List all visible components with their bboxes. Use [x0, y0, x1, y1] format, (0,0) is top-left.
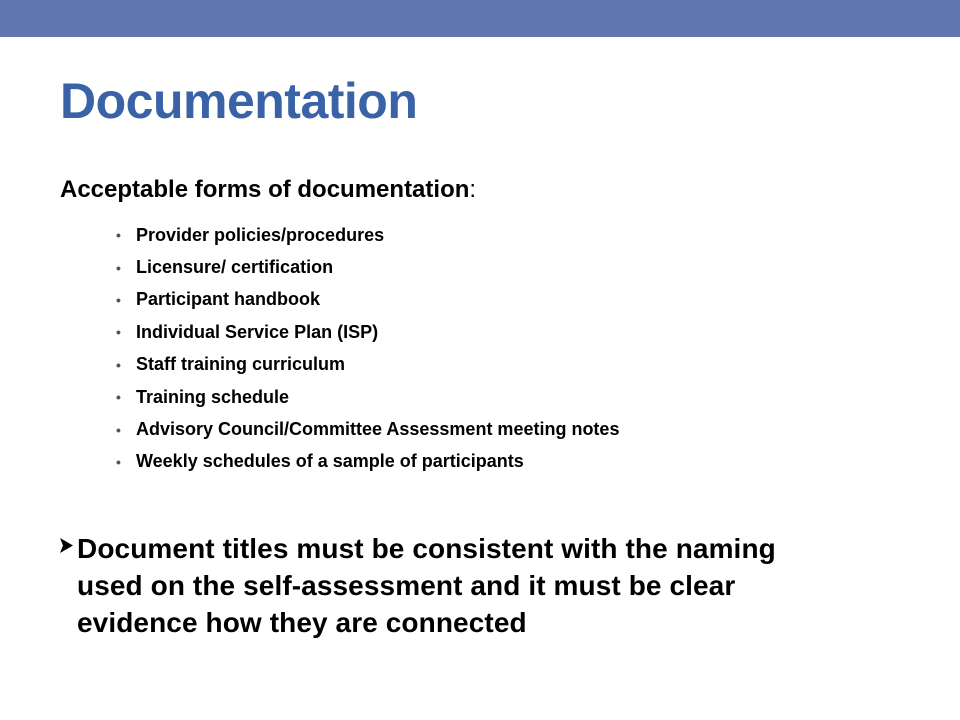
bullet-icon: •: [116, 324, 121, 341]
list-item: [116, 413, 619, 445]
callout-text: [77, 530, 776, 641]
list-item: [116, 284, 619, 316]
callout-line: Document titles must be consistent with the naming: [77, 533, 776, 564]
slide-title: Documentation: [60, 73, 418, 129]
bullet-icon: •: [116, 291, 121, 308]
list-item: [116, 251, 619, 283]
list-item-text: Advisory Council/Committee Assessment meeting notes: [136, 419, 620, 440]
list-item-text: Training schedule: [136, 386, 290, 407]
bullet-icon: •: [116, 259, 121, 276]
bullet-icon: •: [116, 453, 121, 470]
top-accent-bar: [0, 0, 960, 37]
list-item: [116, 446, 619, 478]
callout-statement: [60, 530, 920, 641]
bullet-icon: •: [116, 356, 121, 373]
list-item: [116, 219, 619, 251]
callout-line: used on the self-assessment and it must be clear: [77, 570, 736, 601]
list-item-text: Participant handbook: [136, 289, 321, 310]
callout-line: evidence how they are connected: [77, 607, 527, 638]
list-item-text: Licensure/ certification: [136, 257, 334, 278]
list-item-text: Provider policies/procedures: [136, 224, 385, 245]
intro-heading: [60, 176, 476, 205]
list-item-text: Individual Service Plan (ISP): [136, 321, 379, 342]
bullet-icon: •: [116, 421, 121, 438]
intro-label: Acceptable forms of documentation: [60, 176, 470, 203]
list-item: [116, 316, 619, 348]
bullet-icon: •: [116, 389, 121, 406]
list-item-text: Staff training curriculum: [136, 354, 346, 375]
list-item: [116, 381, 619, 413]
intro-colon: :: [469, 176, 477, 203]
documentation-forms-list: [116, 219, 619, 478]
bullet-icon: •: [116, 227, 121, 244]
list-item-text: Weekly schedules of a sample of participants: [136, 451, 524, 472]
list-item: [116, 349, 619, 381]
arrowhead-bullet-icon: [60, 538, 77, 558]
